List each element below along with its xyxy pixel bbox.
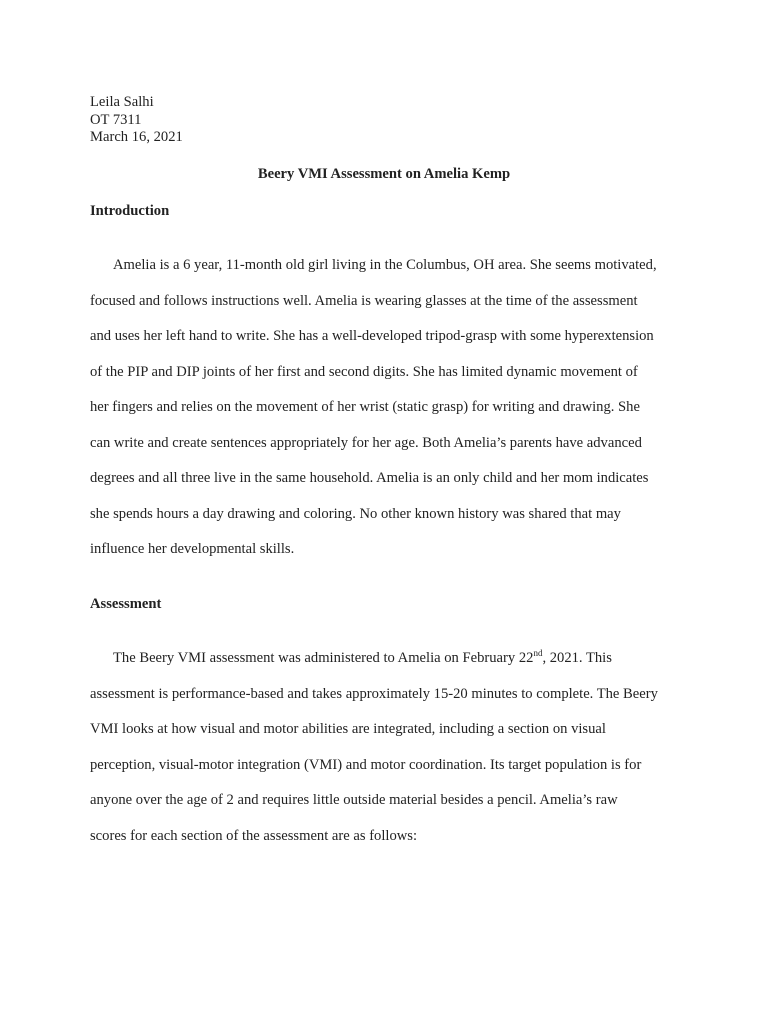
introduction-line: and uses her left hand to write. She has a well-developed tripod-grasp with some hyperextension xyxy=(90,328,654,344)
assessment-first-line-end: , 2021. This xyxy=(542,650,612,666)
introduction-line: focused and follows instructions well. Amelia is wearing glasses at the time of the assessment xyxy=(90,292,638,309)
document-title: Beery VMI Assessment on Amelia Kemp xyxy=(257,166,511,182)
assessment-line: anyone over the age of 2 and requires little outside material besides a pencil. Amelia’s raw xyxy=(90,792,618,808)
ordinal-superscript: nd xyxy=(533,648,543,658)
assessment-line: scores for each section of the assessment are as follows: xyxy=(90,827,418,844)
assessment-heading: Assessment xyxy=(90,596,162,612)
assessment-first-line-text: The Beery VMI assessment was administered to Amelia on February 22 xyxy=(113,650,534,666)
assessment-line: VMI looks at how visual and motor abilities are integrated, including a section on visual xyxy=(90,721,606,737)
assessment-line: assessment is performance-based and takes approximately 15-20 minutes to complete. The Beery xyxy=(90,685,658,702)
introduction-line: degrees and all three live in the same household. Amelia is an only child and her mom indicates xyxy=(90,470,649,486)
introduction-line: Amelia is a 6 year, 11-month old girl living in the Columbus, OH area. She seems motivated, xyxy=(113,257,657,273)
document-date: March 16, 2021 xyxy=(90,129,183,145)
introduction-line: can write and create sentences appropriately for her age. Both Amelia’s parents have advanced xyxy=(90,434,642,451)
course-code: OT 7311 xyxy=(90,111,142,128)
assessment-first-line xyxy=(113,649,612,667)
document-header xyxy=(90,94,183,147)
introduction-line: influence her developmental skills. xyxy=(90,541,295,557)
author-name: Leila Salhi xyxy=(90,94,154,110)
introduction-line: she spends hours a day drawing and coloring. No other known history was shared that may xyxy=(90,505,621,522)
introduction-line: her fingers and relies on the movement of her wrist (static grasp) for writing and drawing. She xyxy=(90,399,640,415)
introduction-heading: Introduction xyxy=(90,203,170,219)
assessment-line: perception, visual-motor integration (VMI) and motor coordination. Its target population is for xyxy=(90,756,642,773)
introduction-line: of the PIP and DIP joints of her first and second digits. She has limited dynamic movement of xyxy=(90,363,638,380)
